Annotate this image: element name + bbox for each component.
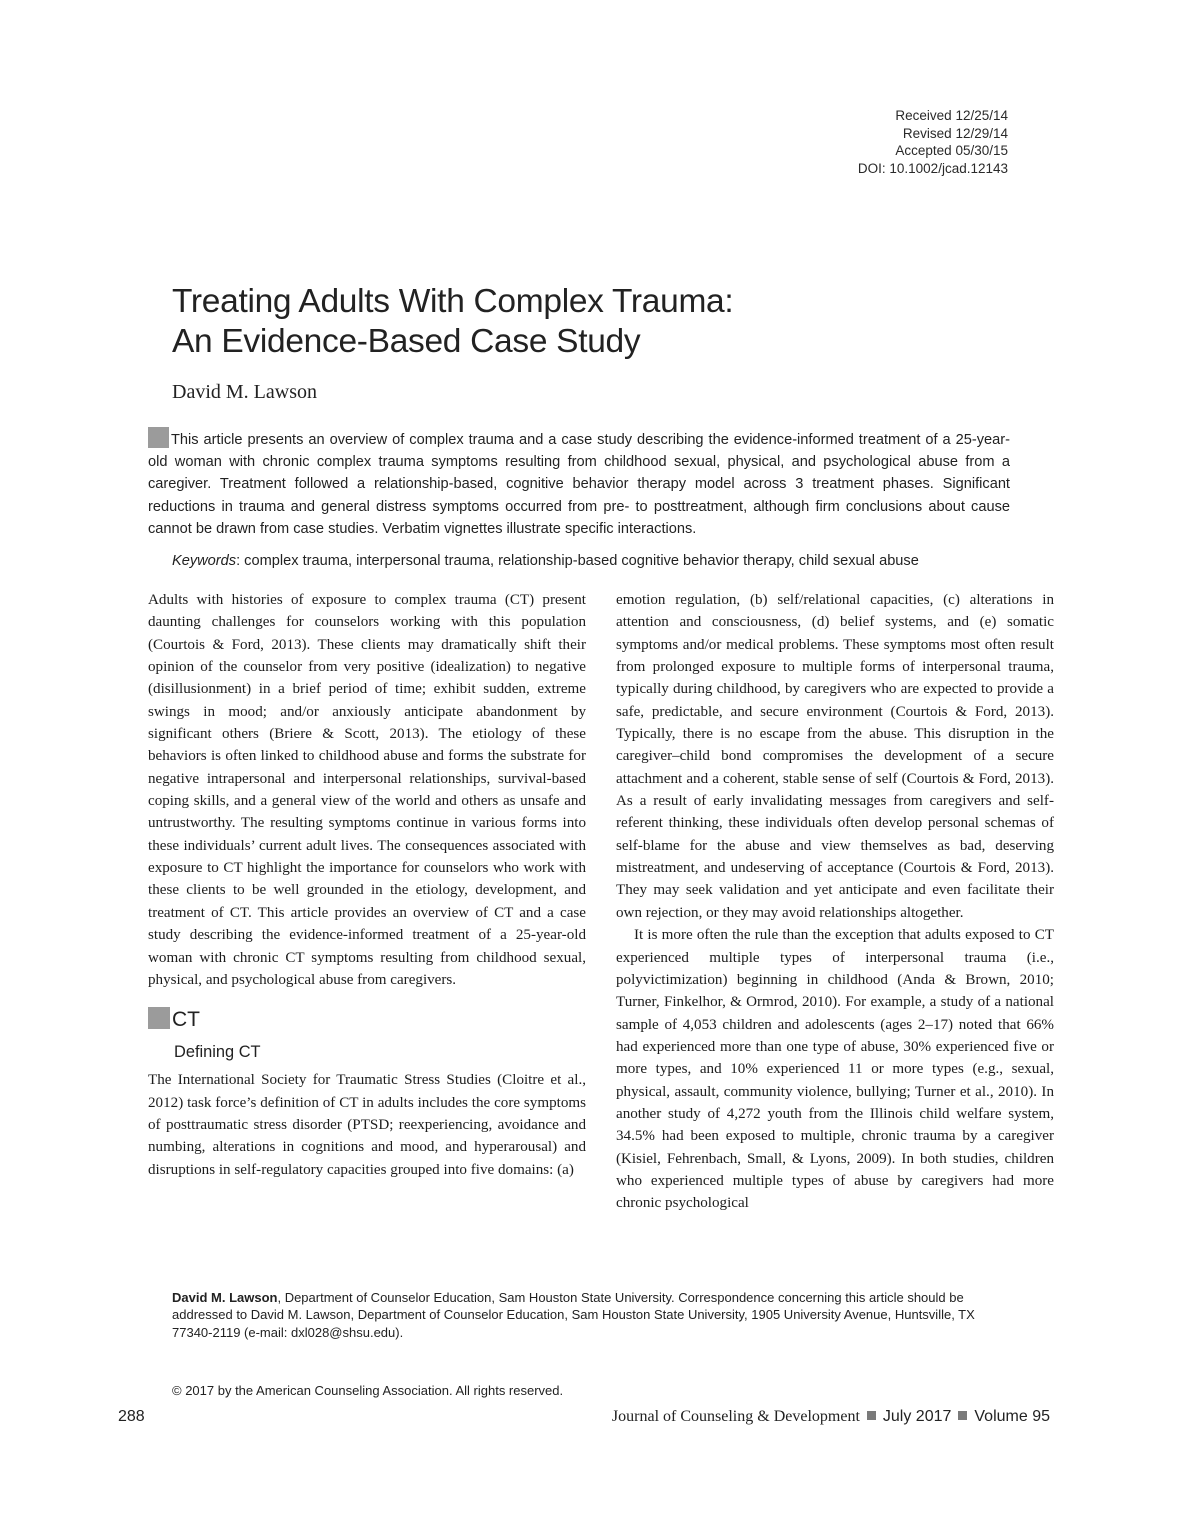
keywords: [172, 550, 919, 572]
issue-date: July 2017: [882, 1408, 952, 1425]
article-history: [858, 107, 1008, 177]
footnote-text: , Department of Counselor Education, Sam Houston State University. Correspondence concerning this article should be addressed to David M. Lawson, Department of Counselor Education, Sam Houston State University, 1905 University Avenue, Huntsville, TX 77340-2119 (e-mail: dxl028@shsu.edu).: [172, 1290, 975, 1340]
body-column-right: [616, 589, 1054, 1215]
section-marker-icon: [148, 427, 169, 448]
article-title: [172, 282, 733, 362]
title-line-1: Treating Adults With Complex Trauma:: [172, 283, 734, 320]
revised-date: Revised 12/29/14: [902, 125, 1008, 141]
separator-square-icon: [867, 1411, 876, 1420]
received-date: Received 12/25/14: [895, 108, 1008, 123]
keywords-text: : complex trauma, interpersonal trauma, relationship-based cognitive behavior therapy, child sexual abuse: [236, 553, 919, 569]
author-name: David M. Lawson: [172, 381, 317, 403]
volume: Volume 95: [974, 1408, 1050, 1425]
page-number: 288: [118, 1408, 145, 1425]
journal-footer: [612, 1408, 1050, 1426]
abstract-text: This article presents an overview of complex trauma and a case study describing the evidence-informed treatment of a 25-year-old woman with chronic complex trauma symptoms resulting from childhood sexual, physical, and psychological abuse from a caregiver. Treatment followed a relationship-based, cognitive behavior therapy model across 3 treatment phases. Significant reductions in trauma and general distress symptoms occurred from pre- to posttreatment, although firm conclusions about cause cannot be drawn from case studies. Verbatim vignettes illustrate specific interactions.: [148, 432, 1010, 537]
keywords-label: Keywords: [172, 553, 237, 569]
section-marker-icon: [148, 1007, 170, 1029]
section-heading-text: CT: [172, 1008, 200, 1032]
separator-square-icon: [958, 1411, 967, 1420]
intro-paragraph: Adults with histories of exposure to complex trauma (CT) present daunting challenges for counselors working with this population (Courtois & Ford, 2013). These clients may dramatically shift their opinion of the counselor from very positive (idealization) to negative (disillusionment) in a brief period of time; exhibit sudden, extreme swings in mood; and/or anxiously anticipate abandonment by significant others (Briere & Scott, 2013). The etiology of these behaviors is often linked to childhood abuse and forms the substrate for negative intrapersonal and interpersonal relationships, survival-based coping skills, and a general view of the world and others as unsafe and untrustworthy. The resulting symptoms continue in various forms into these individuals’ current adult lives. The consequences associated with exposure to CT highlight the importance for counselors who work with these clients to be well grounded in the etiology, development, and treatment of CT. This article provides an overview of CT and a case study describing the evidence-informed treatment of a 25-year-old woman with chronic CT symptoms resulting from childhood sexual, physical, and psychological abuse from caregivers.: [148, 592, 586, 988]
subsection-heading: Defining CT: [174, 1043, 261, 1062]
body-column-left: [148, 589, 586, 1181]
abstract: [148, 427, 1010, 540]
journal-name: Journal of Counseling & Development: [611, 1408, 860, 1425]
doi: DOI: 10.1002/jcad.12143: [857, 160, 1008, 176]
polyvictimization-paragraph: It is more often the rule than the exception that adults exposed to CT experienced multiple types of interpersonal trauma (i.e., polyvictimization) beginning in childhood (Anda & Brown, 2010; Turner, Finkelhor, & Ormrod, 2010). For example, a study of a national sample of 4,053 children and adolescents (ages 2–17) noted that 66% had experienced more than one type of abuse, 30% experienced five or more types, and 10% experienced 11 or more types (e.g., sexual, physical, assault, community violence, bullying; Turner et al., 2010). In another study of 4,272 youth from the Illinois child welfare system, 34.5% had been exposed to multiple, chronic trauma by a caregiver (Kisiel, Fehrenbach, Small, & Lyons, 2009). In both studies, children who experienced multiple types of abuse by caregivers had more chronic psychological: [616, 927, 1054, 1212]
author-footnote: [172, 1289, 1010, 1341]
domains-paragraph: emotion regulation, (b) self/relational capacities, (c) alterations in attention and consciousness, (d) belief systems, and (e) somatic symptoms and/or medical problems. These symptoms most often result from prolonged exposure to multiple forms of interpersonal trauma, typically during childhood, by caregivers who are expected to provide a safe, predictable, and secure environment (Courtois & Ford, 2013). Typically, there is no escape from the abuse. This disruption in the caregiver–child bond compromises the development of a secure attachment and a coherent, stable sense of self (Courtois & Ford, 2013). As a result of early invalidating messages from caregivers and self-referent thinking, these individuals often develop personal schemas of self-blame for the abuse and view themselves as bad, deserving mistreatment, and undeserving of acceptance (Courtois & Ford, 2013). They may seek validation and yet anticipate and even facilitate their own rejection, or they may avoid relationships altogether.: [616, 592, 1054, 921]
footnote-author: David M. Lawson: [172, 1290, 278, 1305]
section-heading: [148, 1005, 586, 1035]
copyright-notice: © 2017 by the American Counseling Association. All rights reserved.: [172, 1383, 564, 1398]
definition-paragraph: The International Society for Traumatic Stress Studies (Cloitre et al., 2012) task force’s definition of CT in adults includes the core symptoms of posttraumatic stress disorder (PTSD; reexperiencing, avoidance and numbing, alterations in cognitions and mood, and hyperarousal) and disruptions in self-regulatory capacities grouped into five domains: (a): [148, 1072, 586, 1178]
title-line-2: An Evidence-Based Case Study: [172, 323, 641, 360]
accepted-date: Accepted 05/30/15: [895, 143, 1008, 159]
